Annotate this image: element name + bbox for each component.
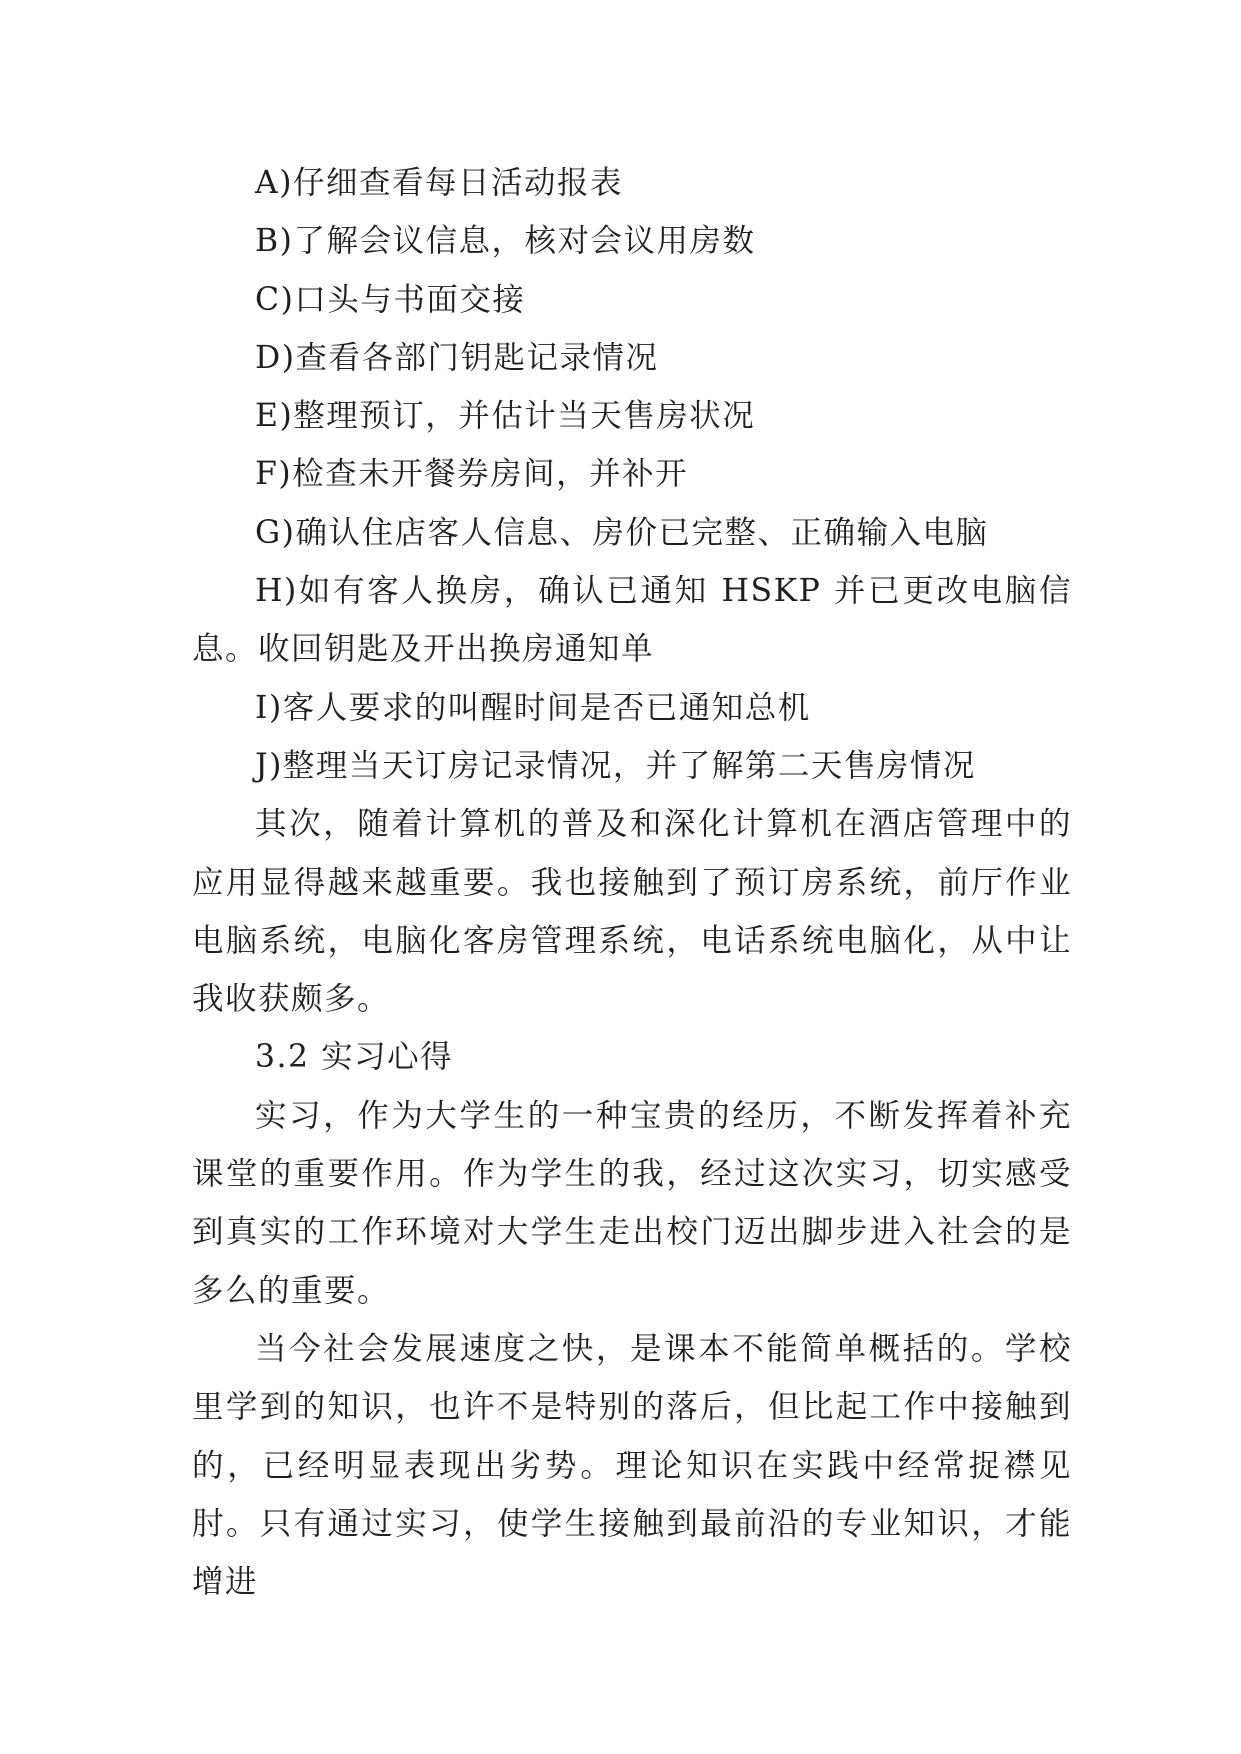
paragraph-society-development: 当今社会发展速度之快，是课本不能简单概括的。学校里学到的知识，也许不是特别的落后，但比起工作中接触到的，已经明显表现出劣势。理论知识在实践中经常捉襟见肘。只有通过实习，使学生接触到最前沿的专业知识，才能增进 <box>192 1330 1072 1601</box>
paragraph-computer-systems: 其次，随着计算机的普及和深化计算机在酒店管理中的应用显得越来越重要。我也接触到了预订房系统，前厅作业电脑系统，电脑化客房管理系统，电话系统电脑化，从中让我收获颇多。 <box>192 806 1072 1018</box>
list-item-c: C)口头与书面交接 <box>255 281 526 318</box>
list-item-g: G)确认住店客人信息、房价已完整、正确输入电脑 <box>255 514 989 551</box>
list-item-d: D)查看各部门钥匙记录情况 <box>255 339 659 376</box>
list-item-b: B)了解会议信息，核对会议用房数 <box>255 223 756 260</box>
list-item-e: E)整理预订，并估计当天售房状况 <box>255 398 756 435</box>
list-item-i: I)客人要求的叫醒时间是否已通知总机 <box>255 689 811 726</box>
list-item-f: F)检查未开餐券房间，并补开 <box>255 456 689 493</box>
list-item-h: H)如有客人换房，确认已通知 HSKP 并已更改电脑信息。收回钥匙及开出换房通知单 <box>192 573 1072 668</box>
body-text <box>192 154 1072 1611</box>
paragraph-internship-value: 实习，作为大学生的一种宝贵的经历，不断发挥着补充课堂的重要作用。作为学生的我，经过这次实习，切实感受到真实的工作环境对大学生走出校门迈出脚步进入社会的是多么的重要。 <box>192 1097 1072 1309</box>
section-heading: 3.2 实习心得 <box>255 1039 454 1076</box>
list-item-j: J)整理当天订房记录情况，并了解第二天售房情况 <box>255 747 976 784</box>
list-item-a: A)仔细查看每日活动报表 <box>255 165 624 201</box>
